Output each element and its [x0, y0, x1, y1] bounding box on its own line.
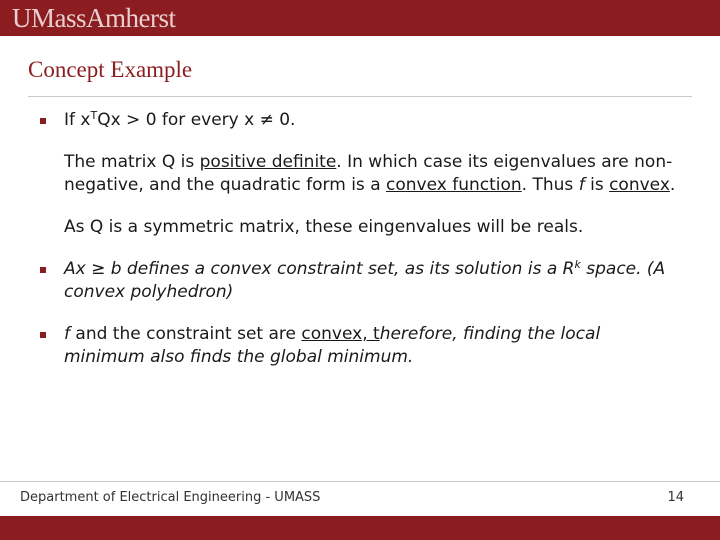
paragraph-positive-definite [38, 151, 678, 197]
paragraph-text: The matrix Q is [64, 152, 200, 172]
bullet-item-2 [38, 258, 678, 304]
italic-f: f [64, 324, 70, 344]
slide-content [38, 109, 678, 369]
square-bullet-icon [40, 267, 46, 273]
slide-title: Concept Example [28, 57, 193, 82]
footer-divider [0, 481, 720, 482]
convex-link[interactable]: convex [609, 175, 670, 195]
bullet-3-text-a: and the constraint set are [70, 324, 302, 344]
bullet-item-3 [38, 323, 678, 369]
convex-function-link[interactable]: convex function [386, 175, 522, 195]
paragraph-symmetric-matrix: As Q is a symmetric matrix, these eingenvalues will be reals. [64, 217, 584, 237]
square-bullet-icon [40, 118, 46, 124]
paragraph-text: . [669, 175, 676, 195]
brand-logo: UMassAmherst [12, 3, 176, 33]
convex-therefore-link[interactable]: convex, t [301, 324, 380, 344]
bullet-2-text-a: Ax ≥ b defines a convex constraint set, as its solution is a R [64, 259, 575, 279]
bullet-3-text-b: herefore, finding the local minimum also finds the global minimum. [64, 324, 601, 367]
bullet-1-text-post: Qx > 0 for every x ≠ 0. [97, 110, 296, 130]
italic-f: f [578, 175, 585, 195]
superscript-t: T [90, 109, 98, 122]
bullet-2-text-b: space. (A convex polyhedron) [64, 259, 666, 302]
footer-department: Department of Electrical Engineering - UMASS [20, 490, 321, 505]
footer-bar [0, 516, 720, 540]
positive-definite-link[interactable]: positive definite [199, 152, 337, 172]
paragraph-text: . In which case its eigenvalues are non-negative, and the quadratic form is a [64, 152, 673, 195]
bullet-item-1 [38, 109, 678, 132]
paragraph-text: is [584, 175, 610, 195]
paragraph-text: . Thus [521, 175, 579, 195]
square-bullet-icon [40, 332, 46, 338]
page-number: 14 [667, 490, 684, 505]
title-divider [28, 96, 692, 97]
bullet-1-text-pre: If x [64, 110, 91, 130]
superscript-k: k [574, 258, 581, 271]
header-bar [0, 0, 720, 36]
